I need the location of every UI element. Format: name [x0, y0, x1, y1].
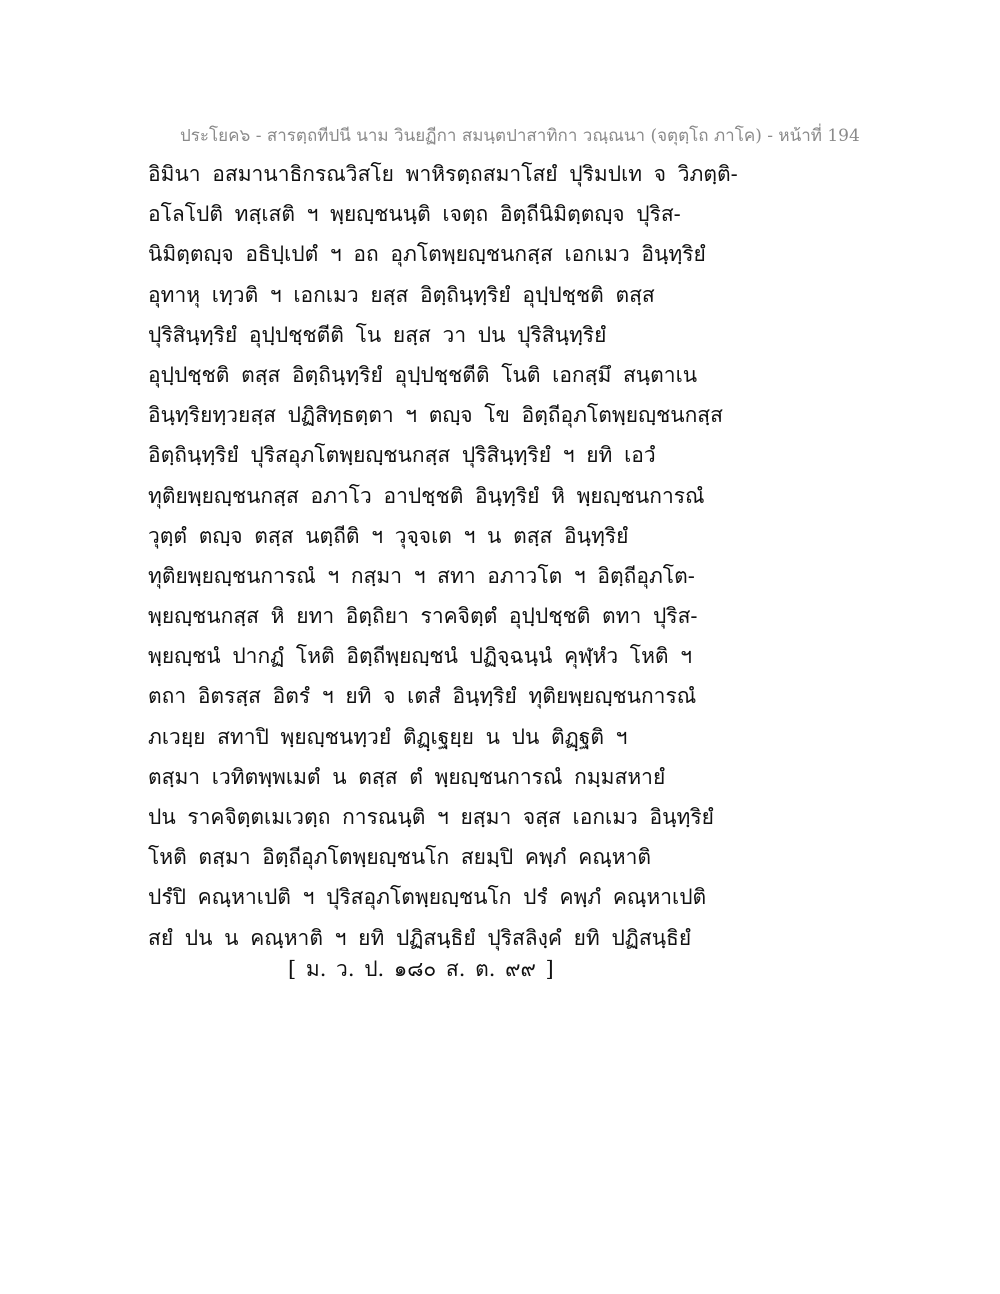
- text-line: โหติ ตสฺมา อิตฺถีอุภโตพฺยญฺชนโก สยมฺปิ คพฺภํ คณฺหาติ: [148, 845, 652, 870]
- text-line: ปุริสินฺทฺริยํ อุปฺปชฺชตีติ โน ยสฺส วา ปน ปุริสินฺทฺริยํ: [148, 322, 607, 347]
- text-line: อุปฺปชฺชติ ตสฺส อิตฺถินฺทฺริยํ อุปฺปชฺชตีติ โนติ เอกสฺมึ สนฺตาเน: [148, 362, 698, 387]
- text-line: อโลโปติ ทสฺเสติ ฯ พฺยญฺชนนฺติ เจตฺถ อิตฺถีนิมิตฺตญฺจ ปุริส-: [148, 202, 681, 227]
- text-line: ตถา อิตรสฺส อิตรํ ฯ ยทิ จ เตสํ อินฺทฺริยํ ทุติยพฺยญฺชนการณํ: [148, 684, 697, 709]
- text-line: ปรํปิ คณฺหาเปติ ฯ ปุริสอุภโตพฺยญฺชนโก ปรํ คพฺภํ คณฺหาเปติ: [148, 885, 707, 910]
- text-line: อิตฺถินฺทฺริยํ ปุริสอุภโตพฺยญฺชนกสฺส ปุริสินฺทฺริยํ ฯ ยทิ เอวํ: [148, 443, 656, 468]
- text-line: นิมิตฺตญฺจ อธิปฺเปตํ ฯ อถ อุภโตพฺยญฺชนกสฺส เอกเมว อินฺทฺริยํ: [148, 242, 706, 267]
- text-line: อุทาหุ เทฺวติ ฯ เอกเมว ยสฺส อิตฺถินฺทฺริยํ อุปฺปชฺชติ ตสฺส: [148, 282, 655, 307]
- text-line: ทุติยพฺยญฺชนการณํ ฯ กสฺมา ฯ สทา อภาวโต ฯ อิตฺถีอุภโต-: [148, 563, 695, 588]
- text-line: ทุติยพฺยญฺชนกสฺส อภาโว อาปชฺชติ อินฺทฺริยํ หิ พฺยญฺชนการณํ: [148, 483, 705, 508]
- text-line: ปน ราคจิตฺตเมเวตฺถ การณนฺติ ฯ ยสฺมา จสฺส เอกเมว อินฺทฺริยํ: [148, 805, 714, 829]
- text-line: สยํ ปน น คณฺหาติ ฯ ยทิ ปฏิสนฺธิยํ ปุริสลิงฺคํ ยทิ ปฏิสนฺธิยํ: [148, 925, 692, 950]
- text-line: พฺยญฺชนกสฺส หิ ยทา อิตฺถิยา ราคจิตฺตํ อุปฺปชฺชติ ตทา ปุริส-: [148, 604, 698, 629]
- text-line: ภเวยฺย สทาปิ พฺยญฺชนทฺวยํ ติฏฺเฐยฺย น ปน ติฏฺฐติ ฯ: [148, 724, 628, 749]
- page-header: ประโยค๖ - สารตฺถทีปนี นาม วินยฏีกา สมนฺตปาสาทิกา วณฺณนา (จตุตฺโถ ภาโค) - หน้าที่ 194: [180, 126, 860, 146]
- body-text: [148, 158, 848, 962]
- text-line: ตสฺมา เวทิตพฺพเมตํ น ตสฺส ตํ พฺยญฺชนการณํ กมฺมสหายํ: [148, 764, 666, 789]
- text-line: อินฺทฺริยทฺวยสฺส ปฏิสิทฺธตฺตา ฯ ตญฺจ โข อิตฺถีอุภโตพฺยญฺชนกสฺส: [148, 403, 723, 428]
- text-line: พฺยญฺชนํ ปากฏํ โหติ อิตฺถีพฺยญฺชนํ ปฏิจฺฉนฺนํ คุฬฺหํว โหติ ฯ: [148, 644, 693, 669]
- reference-note: [ ม. ว. ป. ๑๘๐ ส. ต. ๙๙ ]: [288, 957, 554, 981]
- text-line: อิมินา อสมานาธิกรณวิสโย พาหิรตฺถสมาโสยํ ปุริมปเท จ วิภตฺติ-: [148, 162, 738, 186]
- text-line: วุตฺตํ ตญฺจ ตสฺส นตฺถีติ ฯ วุจฺจเต ฯ น ตสฺส อินฺทฺริยํ: [148, 523, 629, 548]
